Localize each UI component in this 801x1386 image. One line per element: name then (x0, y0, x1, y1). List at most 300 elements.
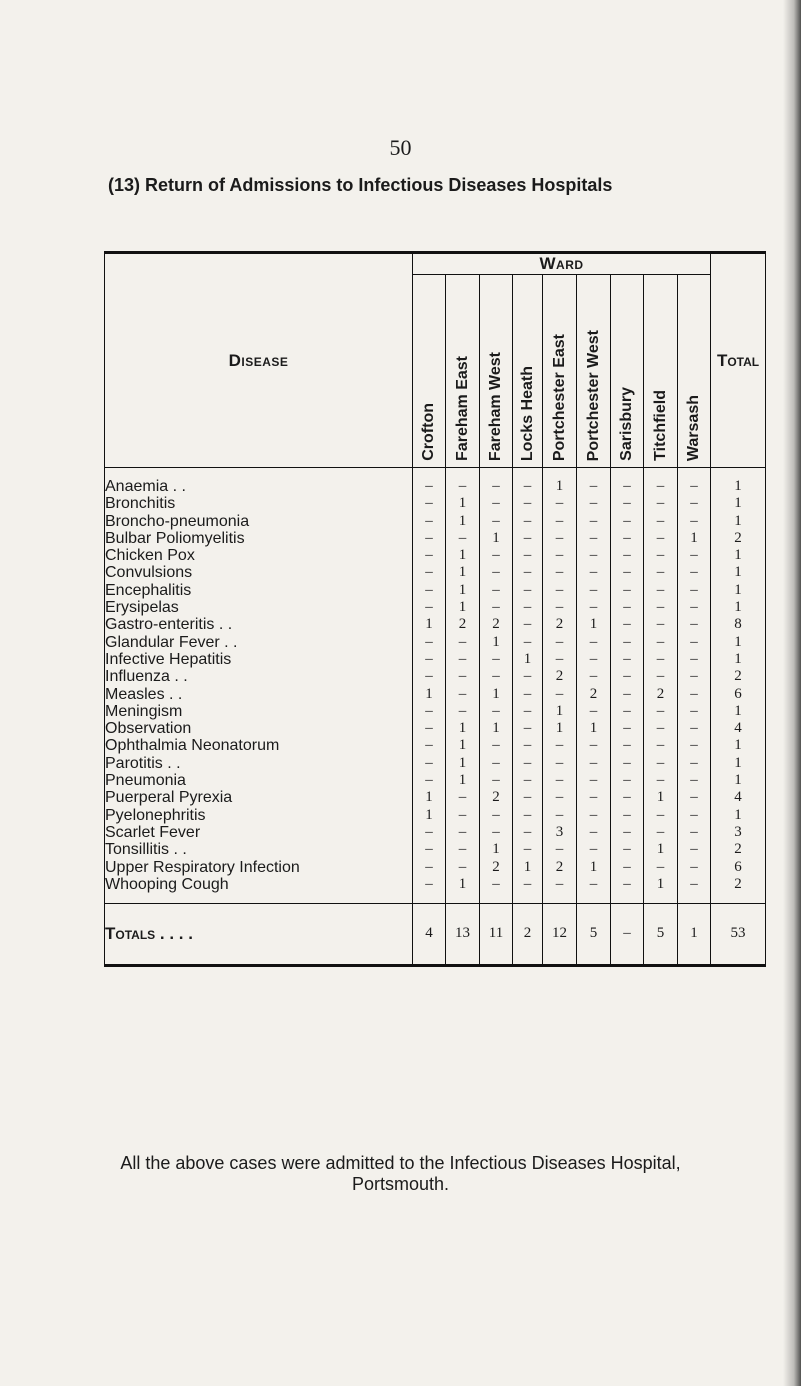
ward-count-cell: – (513, 755, 543, 772)
total-cell: – (611, 904, 644, 966)
ward-count-cell: – (577, 495, 611, 512)
ward-count-cell: – (611, 651, 644, 668)
ward-count-cell: – (678, 686, 711, 703)
totals-label: Totals . . . . (105, 904, 413, 966)
ward-count-cell: – (446, 634, 480, 651)
disease-name: Encephalitis (105, 582, 413, 599)
ward-count-cell: 2 (480, 789, 513, 806)
row-total-cell: 4 (711, 789, 766, 806)
ward-count-cell: 1 (446, 495, 480, 512)
ward-count-cell: 3 (543, 824, 577, 841)
ward-count-cell: – (577, 841, 611, 858)
ward-count-cell: – (611, 668, 644, 685)
ward-count-cell: – (611, 582, 644, 599)
ward-count-cell: – (644, 530, 678, 547)
ward-header-locks-heath: Locks Heath (513, 275, 543, 468)
ward-count-cell: – (611, 841, 644, 858)
ward-count-cell: 2 (577, 686, 611, 703)
total-cell: 1 (678, 904, 711, 966)
ward-count-cell: – (577, 703, 611, 720)
ward-count-cell: – (611, 616, 644, 633)
ward-count-cell: – (678, 737, 711, 754)
row-total-cell: 1 (711, 634, 766, 651)
table-row (105, 582, 766, 599)
disease-name: Scarlet Fever (105, 824, 413, 841)
ward-count-cell: – (611, 720, 644, 737)
table-row (105, 824, 766, 841)
ward-count-cell: – (644, 755, 678, 772)
row-total-cell: 1 (711, 772, 766, 789)
ward-count-cell: 1 (446, 513, 480, 530)
ward-count-cell: – (678, 651, 711, 668)
ward-count-cell: – (678, 824, 711, 841)
ward-count-cell: – (678, 876, 711, 904)
ward-count-cell: – (678, 599, 711, 616)
ward-count-cell: 2 (543, 616, 577, 633)
ward-count-cell: – (678, 468, 711, 496)
ward-header-crofton: Crofton (413, 275, 446, 468)
totals-row (105, 904, 766, 966)
disease-name: Glandular Fever . . (105, 634, 413, 651)
disease-name: Gastro-enteritis . . (105, 616, 413, 633)
total-cell: 5 (644, 904, 678, 966)
table-row (105, 772, 766, 789)
ward-count-cell: – (413, 651, 446, 668)
ward-count-cell: – (413, 530, 446, 547)
ward-count-cell: – (611, 513, 644, 530)
ward-count-cell: – (644, 720, 678, 737)
ward-count-cell: – (413, 859, 446, 876)
ward-count-cell: – (543, 582, 577, 599)
ward-count-cell: – (678, 772, 711, 789)
ward-count-cell: – (611, 564, 644, 581)
ward-count-cell: – (678, 564, 711, 581)
ward-count-cell: – (644, 824, 678, 841)
table-row (105, 668, 766, 685)
table-row (105, 876, 766, 904)
ward-count-cell: – (678, 703, 711, 720)
ward-count-cell: – (513, 634, 543, 651)
ward-count-cell: – (543, 599, 577, 616)
ward-count-cell: – (644, 547, 678, 564)
ward-count-cell: – (513, 737, 543, 754)
ward-count-cell: – (513, 772, 543, 789)
ward-count-cell: 1 (446, 737, 480, 754)
ward-count-cell: – (577, 599, 611, 616)
ward-count-cell: – (543, 686, 577, 703)
total-cell: 11 (480, 904, 513, 966)
ward-count-cell: – (611, 703, 644, 720)
row-total-cell: 1 (711, 513, 766, 530)
disease-name: Anaemia . . (105, 468, 413, 496)
ward-header-warsash: Warsash (678, 275, 711, 468)
ward-count-cell: – (678, 582, 711, 599)
ward-count-cell: – (543, 737, 577, 754)
ward-count-cell: – (543, 564, 577, 581)
ward-count-cell: – (413, 582, 446, 599)
row-total-cell: 2 (711, 876, 766, 904)
ward-count-cell: 2 (480, 616, 513, 633)
ward-count-cell: – (611, 772, 644, 789)
footnote-line-2: Portsmouth. (351, 1174, 450, 1194)
ward-count-cell: – (480, 513, 513, 530)
ward-header-portchester-east: Portchester East (543, 275, 577, 468)
ward-count-cell: – (611, 686, 644, 703)
ward-count-cell: 1 (543, 468, 577, 496)
total-cell: 2 (513, 904, 543, 966)
ward-count-cell: 2 (480, 859, 513, 876)
ward-count-cell: – (644, 564, 678, 581)
ward-count-cell: 1 (413, 686, 446, 703)
disease-name: Bronchitis (105, 495, 413, 512)
ward-count-cell: – (644, 513, 678, 530)
ward-count-cell: – (446, 789, 480, 806)
ward-count-cell: – (577, 651, 611, 668)
row-total-cell: 8 (711, 616, 766, 633)
ward-header-sarisbury: Sarisbury (611, 275, 644, 468)
ward-count-cell: – (480, 772, 513, 789)
ward-count-cell: – (543, 876, 577, 904)
table-row (105, 720, 766, 737)
ward-count-cell: – (611, 807, 644, 824)
ward-count-cell: – (413, 599, 446, 616)
ward-count-cell: 1 (413, 789, 446, 806)
page-number: 50 (389, 135, 412, 160)
page-edge-shadow (783, 0, 801, 1386)
ward-count-cell: 1 (480, 686, 513, 703)
ward-count-cell: – (644, 807, 678, 824)
ward-count-cell: – (446, 468, 480, 496)
total-cell: 4 (413, 904, 446, 966)
ward-count-cell: 1 (480, 720, 513, 737)
ward-header-fareham-west: Fareham West (480, 275, 513, 468)
table-row (105, 530, 766, 547)
disease-name: Convulsions (105, 564, 413, 581)
ward-count-cell: 1 (446, 582, 480, 599)
ward-count-cell: 1 (513, 859, 543, 876)
table-row (105, 599, 766, 616)
disease-name: Erysipelas (105, 599, 413, 616)
total-column-header: Total (711, 253, 766, 468)
disease-name: Influenza . . (105, 668, 413, 685)
ward-count-cell: – (644, 668, 678, 685)
ward-count-cell: – (577, 530, 611, 547)
ward-count-cell: – (413, 772, 446, 789)
ward-count-cell: – (513, 513, 543, 530)
ward-count-cell: – (543, 513, 577, 530)
ward-count-cell: – (577, 634, 611, 651)
ward-count-cell: – (543, 651, 577, 668)
ward-count-cell: – (611, 755, 644, 772)
ward-count-cell: – (577, 789, 611, 806)
ward-count-cell: – (513, 668, 543, 685)
ward-count-cell: – (611, 876, 644, 904)
ward-count-cell: – (577, 513, 611, 530)
ward-count-cell: – (413, 824, 446, 841)
disease-name: Ophthalmia Neonatorum (105, 737, 413, 754)
ward-count-cell: – (513, 468, 543, 496)
table-row (105, 513, 766, 530)
ward-count-cell: 1 (446, 720, 480, 737)
ward-count-cell: – (480, 737, 513, 754)
ward-count-cell: – (480, 495, 513, 512)
row-total-cell: 2 (711, 841, 766, 858)
ward-count-cell: – (543, 547, 577, 564)
disease-name: Parotitis . . (105, 755, 413, 772)
table-row (105, 495, 766, 512)
table-row (105, 703, 766, 720)
total-cell: 13 (446, 904, 480, 966)
ward-count-cell: – (543, 530, 577, 547)
row-total-cell: 1 (711, 599, 766, 616)
ward-header-fareham-east: Fareham East (446, 275, 480, 468)
ward-count-cell: – (413, 634, 446, 651)
ward-count-cell: 2 (543, 668, 577, 685)
disease-name: Bulbar Poliomyelitis (105, 530, 413, 547)
ward-count-cell: – (446, 841, 480, 858)
table-row (105, 859, 766, 876)
ward-count-cell: 1 (480, 530, 513, 547)
disease-name: Whooping Cough (105, 876, 413, 904)
row-total-cell: 1 (711, 703, 766, 720)
ward-count-cell: 2 (446, 616, 480, 633)
ward-count-cell: – (513, 599, 543, 616)
ward-count-cell: – (446, 859, 480, 876)
footnote-line-1: All the above cases were admitted to the Infectious Diseases Hospital, (120, 1153, 681, 1173)
ward-count-cell: 1 (644, 876, 678, 904)
ward-count-cell: – (446, 807, 480, 824)
ward-count-cell: – (413, 495, 446, 512)
ward-count-cell: – (611, 634, 644, 651)
ward-count-cell: 1 (446, 755, 480, 772)
row-total-cell: 1 (711, 547, 766, 564)
ward-count-cell: – (611, 495, 644, 512)
disease-name: Infective Hepatitis (105, 651, 413, 668)
ward-header-portchester-west: Portchester West (577, 275, 611, 468)
ward-count-cell: – (480, 599, 513, 616)
ward-count-cell: 1 (413, 807, 446, 824)
ward-count-cell: – (543, 772, 577, 789)
ward-count-cell: – (543, 755, 577, 772)
ward-count-cell: 1 (577, 616, 611, 633)
ward-count-cell: 1 (446, 599, 480, 616)
ward-count-cell: – (480, 547, 513, 564)
ward-count-cell: – (513, 616, 543, 633)
disease-name: Pyelonephritis (105, 807, 413, 824)
ward-count-cell: 1 (513, 651, 543, 668)
row-total-cell: 4 (711, 720, 766, 737)
ward-count-cell: – (446, 703, 480, 720)
ward-count-cell: – (678, 495, 711, 512)
ward-count-cell: – (480, 668, 513, 685)
ward-count-cell: – (611, 530, 644, 547)
ward-count-cell: – (644, 468, 678, 496)
table-body (105, 468, 766, 904)
ward-count-cell: – (577, 755, 611, 772)
ward-count-cell: 1 (480, 634, 513, 651)
grand-total-cell: 53 (711, 904, 766, 966)
table-row (105, 686, 766, 703)
ward-count-cell: – (611, 859, 644, 876)
ward-count-cell: – (446, 824, 480, 841)
ward-count-cell: 1 (413, 616, 446, 633)
ward-count-cell: – (480, 876, 513, 904)
ward-count-cell: – (644, 495, 678, 512)
ward-count-cell: – (678, 755, 711, 772)
ward-count-cell: – (678, 720, 711, 737)
ward-count-cell: – (413, 703, 446, 720)
ward-count-cell: – (644, 616, 678, 633)
footnote (0, 1153, 801, 1195)
row-total-cell: 1 (711, 582, 766, 599)
ward-count-cell: – (513, 495, 543, 512)
ward-count-cell: – (413, 841, 446, 858)
ward-count-cell: – (413, 564, 446, 581)
disease-name: Puerperal Pyrexia (105, 789, 413, 806)
ward-count-cell: – (513, 582, 543, 599)
ward-count-cell: – (577, 468, 611, 496)
ward-column-group-header: Ward (413, 253, 711, 275)
ward-count-cell: – (513, 564, 543, 581)
row-total-cell: 1 (711, 564, 766, 581)
ward-count-cell: – (480, 824, 513, 841)
ward-count-cell: – (577, 772, 611, 789)
ward-count-cell: – (513, 824, 543, 841)
ward-count-cell: – (513, 547, 543, 564)
table-row (105, 789, 766, 806)
ward-count-cell: 1 (446, 547, 480, 564)
ward-count-cell: – (413, 468, 446, 496)
ward-count-cell: – (577, 737, 611, 754)
ward-count-cell: – (644, 634, 678, 651)
ward-count-cell: – (543, 789, 577, 806)
ward-count-cell: – (543, 634, 577, 651)
ward-count-cell: – (577, 876, 611, 904)
disease-column-header: Disease (105, 253, 413, 468)
ward-count-cell: – (644, 703, 678, 720)
ward-count-cell: – (678, 513, 711, 530)
row-total-cell: 3 (711, 824, 766, 841)
ward-count-cell: – (413, 513, 446, 530)
ward-count-cell: – (678, 807, 711, 824)
ward-count-cell: – (480, 564, 513, 581)
ward-count-cell: – (513, 703, 543, 720)
ward-count-cell: – (513, 720, 543, 737)
disease-name: Pneumonia (105, 772, 413, 789)
ward-count-cell: – (446, 686, 480, 703)
ward-count-cell: – (446, 668, 480, 685)
ward-count-cell: – (480, 807, 513, 824)
table-row (105, 755, 766, 772)
ward-count-cell: – (446, 530, 480, 547)
row-total-cell: 1 (711, 651, 766, 668)
ward-count-cell: – (611, 789, 644, 806)
ward-count-cell: – (678, 547, 711, 564)
ward-count-cell: – (611, 599, 644, 616)
ward-count-cell: – (644, 582, 678, 599)
ward-count-cell: 1 (577, 720, 611, 737)
ward-count-cell: – (513, 530, 543, 547)
ward-count-cell: – (513, 807, 543, 824)
ward-count-cell: – (577, 668, 611, 685)
ward-count-cell: – (577, 582, 611, 599)
ward-count-cell: – (678, 616, 711, 633)
row-total-cell: 2 (711, 668, 766, 685)
ward-count-cell: – (513, 841, 543, 858)
ward-count-cell: 2 (644, 686, 678, 703)
ward-count-cell: – (611, 468, 644, 496)
ward-count-cell: – (577, 547, 611, 564)
ward-count-cell: – (480, 582, 513, 599)
ward-count-cell: 1 (543, 720, 577, 737)
ward-count-cell: – (678, 789, 711, 806)
ward-count-cell: – (611, 824, 644, 841)
ward-count-cell: – (513, 686, 543, 703)
disease-name: Meningism (105, 703, 413, 720)
row-total-cell: 1 (711, 807, 766, 824)
page-heading: (13) Return of Admissions to Infectious Diseases Hospitals (108, 175, 613, 195)
table-row (105, 737, 766, 754)
ward-count-cell: – (577, 564, 611, 581)
table-row (105, 616, 766, 633)
ward-count-cell: – (644, 772, 678, 789)
disease-name: Measles . . (105, 686, 413, 703)
ward-count-cell: – (543, 841, 577, 858)
row-total-cell: 1 (711, 495, 766, 512)
ward-count-cell: – (644, 599, 678, 616)
ward-count-cell: 1 (480, 841, 513, 858)
ward-count-cell: – (543, 807, 577, 824)
disease-name: Broncho-pneumonia (105, 513, 413, 530)
row-total-cell: 1 (711, 737, 766, 754)
table-row (105, 564, 766, 581)
disease-name: Chicken Pox (105, 547, 413, 564)
table-row (105, 651, 766, 668)
ward-count-cell: – (644, 859, 678, 876)
ward-count-cell: 1 (644, 841, 678, 858)
ward-count-cell: – (678, 668, 711, 685)
table-row (105, 547, 766, 564)
ward-count-cell: – (413, 720, 446, 737)
ward-count-cell: – (413, 668, 446, 685)
admissions-table (104, 251, 766, 967)
disease-name: Tonsillitis . . (105, 841, 413, 858)
ward-count-cell: – (480, 651, 513, 668)
ward-count-cell: 1 (446, 564, 480, 581)
total-cell: 12 (543, 904, 577, 966)
row-total-cell: 1 (711, 468, 766, 496)
row-total-cell: 1 (711, 755, 766, 772)
ward-count-cell: – (513, 876, 543, 904)
ward-count-cell: 1 (644, 789, 678, 806)
ward-count-cell: – (543, 495, 577, 512)
ward-count-cell: – (577, 824, 611, 841)
ward-count-cell: – (413, 755, 446, 772)
table-row (105, 807, 766, 824)
ward-count-cell: 2 (543, 859, 577, 876)
ward-count-cell: 1 (678, 530, 711, 547)
ward-count-cell: – (678, 859, 711, 876)
row-total-cell: 6 (711, 686, 766, 703)
ward-count-cell: – (480, 755, 513, 772)
ward-count-cell: – (413, 547, 446, 564)
ward-count-cell: 1 (577, 859, 611, 876)
ward-count-cell: 1 (446, 876, 480, 904)
ward-count-cell: – (644, 737, 678, 754)
ward-count-cell: – (611, 547, 644, 564)
ward-count-cell: – (413, 737, 446, 754)
table-row (105, 841, 766, 858)
